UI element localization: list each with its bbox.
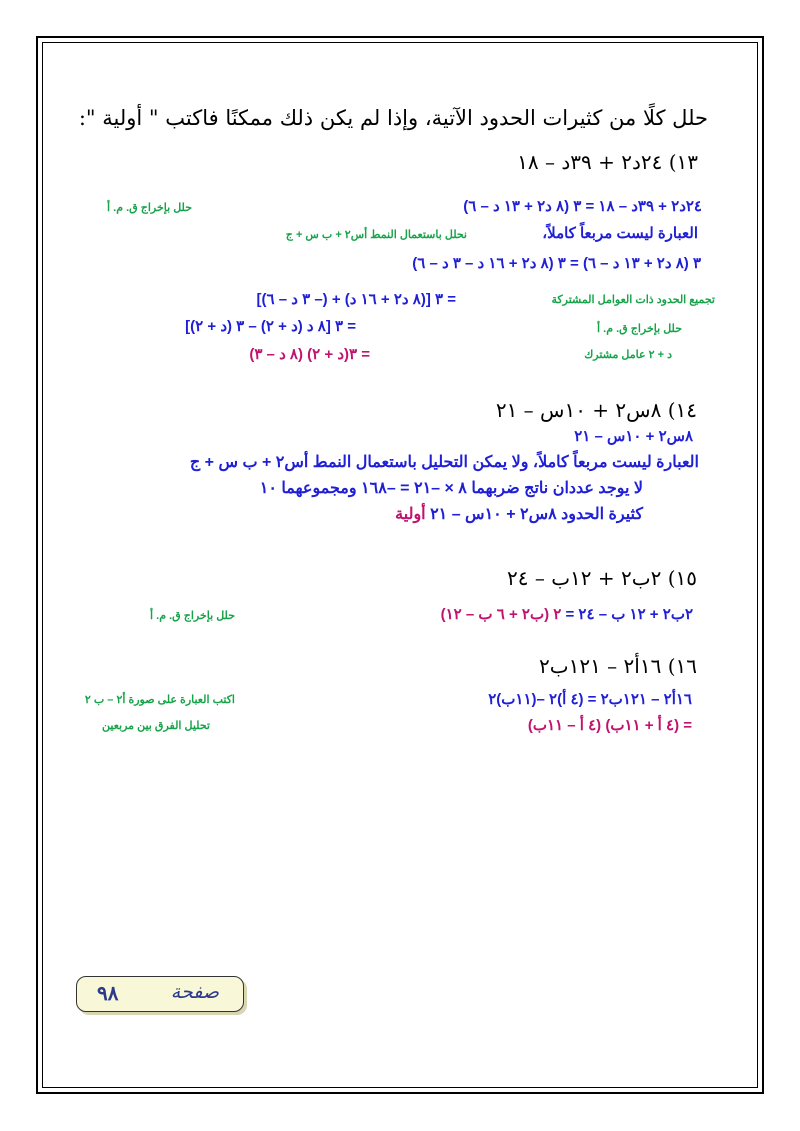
p15-step1	[441, 605, 693, 623]
p14-not-perfect-square: العبارة ليست مربعاً كاملاً، ولا يمكن التحليل باستعمال النمط أس٢ + ب س + ج	[189, 454, 699, 471]
p14-conclusion	[395, 504, 643, 524]
problem-13: ١٣) ٢٤د٢ + ٣٩د – ١٨	[517, 150, 698, 174]
p13-note1: حلل بإخراج ق. م. أ	[107, 202, 192, 214]
p15-step1-rhs: ٢ (ب٢ + ٦ ب – ١٢)	[440, 606, 562, 623]
p14-step1: ٨س٢ + ١٠س – ٢١	[574, 428, 693, 445]
p16-note2: تحليل الفرق بين مربعين	[102, 720, 210, 732]
instruction-heading: حلل كلًا من كثيرات الحدود الآتية، وإذا لم يكن ذلك ممكنًا فاكتب " أولية ":	[78, 106, 708, 130]
p16-note1: اكتب العبارة على صورة أ٢ – ب ٢	[84, 694, 235, 706]
p13-step4: = ٣ [(٨ د٢ + ١٦ د) + (– ٣ د – ٦)]	[256, 291, 456, 308]
problem-15: ١٥) ٢ب٢ + ١٢ب – ٢٤	[507, 566, 697, 590]
page-label: صفحة	[170, 981, 219, 1003]
p13-note4: تجميع الحدود ذات العوامل المشتركة	[551, 294, 715, 306]
p13-step1: ٢٤د٢ + ٣٩د – ١٨ = ٣ (٨ د٢ + ١٣ د – ٦)	[463, 198, 702, 215]
p13-note2: نحلل باستعمال النمط أس٢ + ب س + ج	[285, 229, 467, 241]
p14-no-factor-pair: لا يوجد عددان ناتج ضربهما ٨ × –٢١ = –١٦٨ ومجموعهما ١٠	[259, 480, 643, 497]
page-number: ٩٨	[97, 983, 119, 1005]
p13-step3: ٣ (٨ د٢ + ١٣ د – ٦) = ٣ (٨ د٢ + ١٦ د – ٣ د – ٦)	[412, 255, 701, 272]
p13-step2: العبارة ليست مربعاً كاملاً،	[542, 225, 698, 242]
p16-step1: ١٦أ٢ – ١٢١ب٢ = (٤ أ)٢ –(١١ب)٢	[488, 691, 692, 708]
p14-conclusion-text: كثيرة الحدود ٨س٢ + ١٠س – ٢١	[430, 506, 643, 523]
p13-note5: حلل بإخراج ق. م. أ	[597, 323, 682, 335]
p14-prime-label: أولية	[395, 506, 426, 523]
p15-note1: حلل بإخراج ق. م. أ	[150, 610, 235, 622]
problem-14: ١٤) ٨س٢ + ١٠س – ٢١	[495, 398, 697, 422]
p13-note6: د + ٢ عامل مشترك	[584, 349, 672, 361]
p13-step6: = ٣(د + ٢) (٨ د – ٣)	[249, 346, 370, 363]
p16-step2: = (٤ أ + ١١ب) (٤ أ – ١١ب)	[527, 717, 692, 734]
p13-step5: = ٣ [٨ د (د + ٢) – ٣ (د + ٢)]	[185, 318, 356, 335]
p15-step1-lhs: ٢ب٢ + ١٢ ب – ٢٤ =	[565, 606, 693, 623]
problem-16: ١٦) ١٦أ٢ – ١٢١ب٢	[539, 654, 697, 678]
page-number-badge	[76, 976, 244, 1012]
